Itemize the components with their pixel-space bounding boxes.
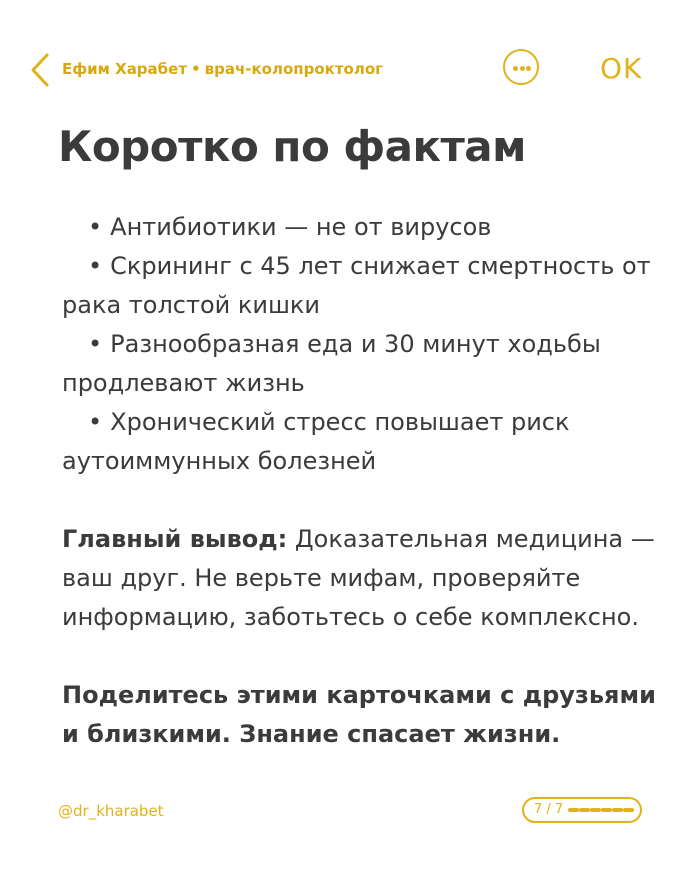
page-indicator — [522, 797, 642, 823]
ellipsis-icon — [513, 66, 518, 71]
more-options-button[interactable] — [503, 49, 539, 85]
conclusion-paragraph — [62, 520, 662, 637]
back-button[interactable] — [28, 50, 52, 90]
spacer — [62, 481, 662, 520]
author-handle: @dr_kharabet — [58, 802, 164, 820]
fact-item: • Антибиотики — не от вирусов — [62, 208, 662, 247]
page-progress-segment — [623, 808, 634, 812]
chevron-left-icon — [28, 50, 52, 90]
spacer — [62, 637, 662, 676]
ok-button[interactable]: OK — [600, 52, 643, 85]
conclusion-label: Главный вывод: — [62, 525, 288, 553]
header-bar — [0, 0, 700, 140]
ellipsis-dot — [526, 66, 531, 71]
fact-item: • Разнообразная еда и 30 минут ходьбы продлевают жизнь — [62, 325, 662, 403]
separator-dot: • — [191, 60, 201, 78]
author-line — [62, 60, 383, 78]
card-content — [62, 208, 662, 754]
page-progress-segment — [579, 808, 590, 812]
share-call-to-action: Поделитесь этими карточками с друзьями и близкими. Знание спасает жизни. — [62, 681, 656, 748]
author-name: Ефим Харабет — [62, 60, 188, 78]
fact-item: • Хронический стресс повышает риск аутоиммунных болезней — [62, 403, 662, 481]
page-progress-segment — [601, 808, 612, 812]
page-progress-segment — [590, 808, 601, 812]
conclusion-text: Доказательная медицина — ваш друг. Не верьте мифам, проверяйте информацию, заботьтесь о себе комплексно. — [62, 525, 655, 631]
author-role: врач-колопроктолог — [204, 60, 383, 78]
page-counter: 7 / 7 — [534, 802, 564, 817]
card-title: Коротко по фактам — [58, 122, 526, 171]
fact-item: • Скрининг с 45 лет снижает смертность от рака толстой кишки — [62, 247, 662, 325]
page-progress-segment — [568, 808, 579, 812]
ellipsis-dot — [520, 66, 525, 71]
page-progress-segment — [612, 808, 623, 812]
